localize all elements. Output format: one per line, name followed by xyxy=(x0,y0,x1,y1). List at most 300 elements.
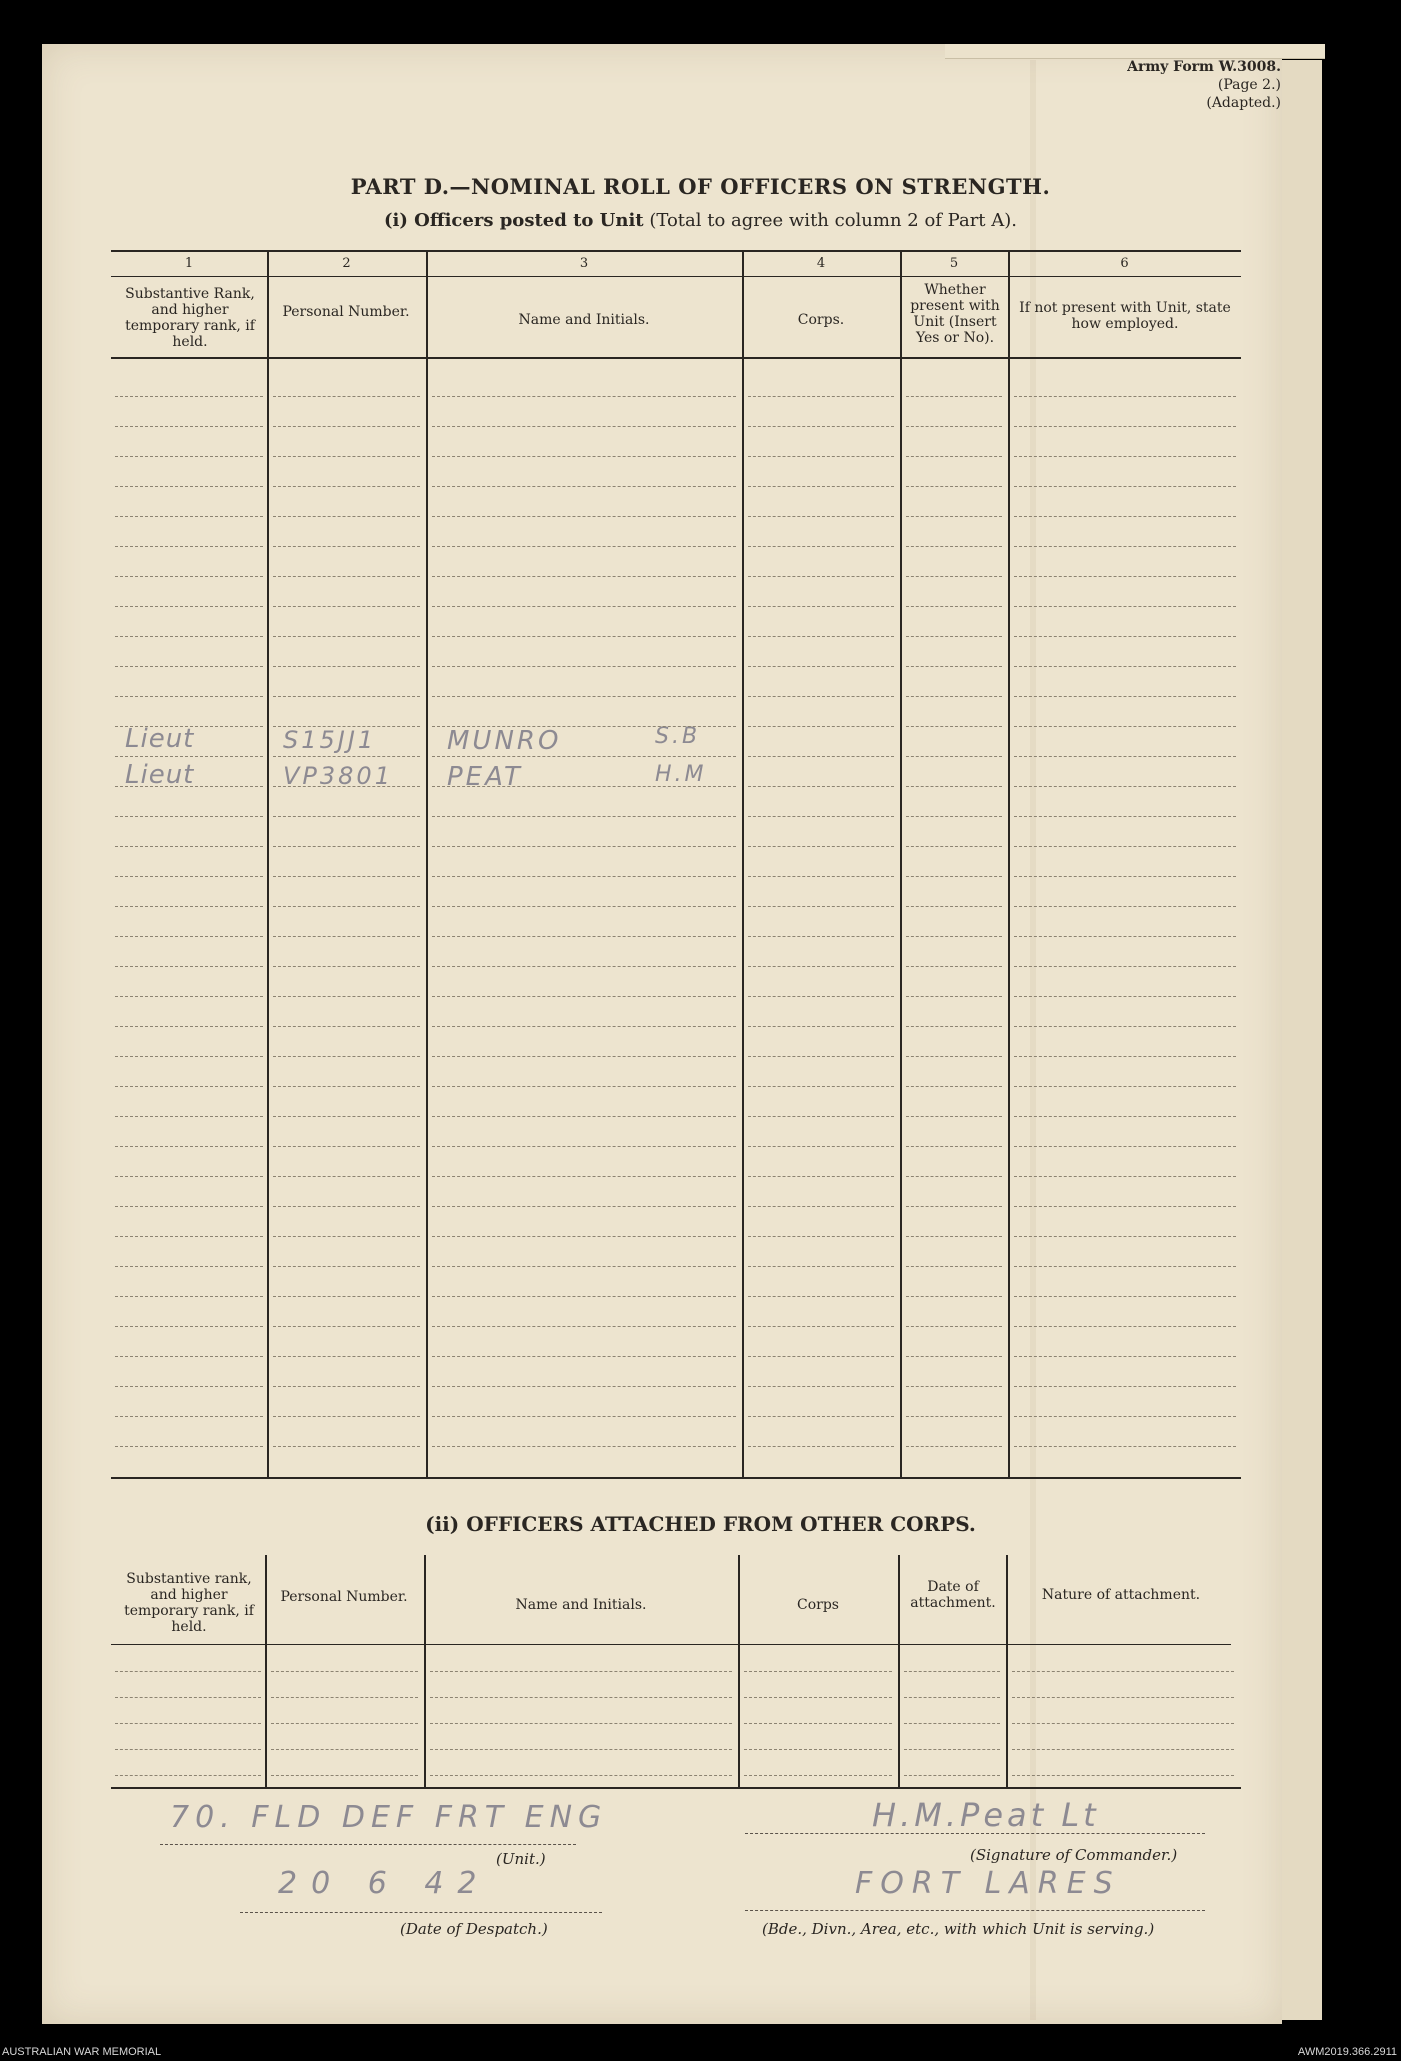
ruled-line xyxy=(906,876,1002,877)
ruled-line xyxy=(115,996,263,997)
ruled-line xyxy=(1014,1026,1236,1027)
ruled-line xyxy=(906,966,1002,967)
ruled-line xyxy=(271,1723,418,1724)
ruled-line xyxy=(115,426,263,427)
ruled-line xyxy=(432,606,736,607)
ruled-line xyxy=(748,1086,894,1087)
ruled-line xyxy=(748,1056,894,1057)
ruled-line xyxy=(744,1671,892,1672)
ruled-line xyxy=(744,1749,892,1750)
ruled-line xyxy=(271,1697,418,1698)
ruled-line xyxy=(748,576,894,577)
ruled-line xyxy=(1014,816,1236,817)
ruled-line xyxy=(748,456,894,457)
name-header: Name and Initials. xyxy=(518,312,650,328)
ruled-line xyxy=(1012,1749,1234,1750)
employment-header: If not present with Unit, state how employed. xyxy=(1019,300,1231,332)
ruled-line xyxy=(115,1775,261,1776)
column-divider xyxy=(1006,1555,1008,1789)
column-number: 6 xyxy=(1120,256,1129,271)
number-row-rule xyxy=(111,276,1241,277)
ruled-line xyxy=(748,1236,894,1237)
ruled-line xyxy=(273,1086,420,1087)
formation-line xyxy=(745,1910,1205,1911)
ruled-line xyxy=(906,666,1002,667)
commander-signature: H.M.Peat Lt xyxy=(872,1796,1100,1834)
column-number: 1 xyxy=(184,256,194,271)
ruled-line xyxy=(748,1266,894,1267)
ruled-line xyxy=(748,786,894,787)
ruled-line xyxy=(432,486,736,487)
ruled-line xyxy=(273,1176,420,1177)
ruled-line xyxy=(1014,1296,1236,1297)
ruled-line xyxy=(1014,786,1236,787)
ruled-line xyxy=(273,456,420,457)
ruled-line xyxy=(432,1236,736,1237)
ruled-line xyxy=(1014,1146,1236,1147)
ruled-line xyxy=(748,1416,894,1417)
ruled-line xyxy=(432,876,736,877)
archive-credit: AUSTRALIAN WAR MEMORIAL xyxy=(2,2046,162,2058)
ruled-line xyxy=(748,846,894,847)
ruled-line xyxy=(432,1416,736,1417)
ruled-line xyxy=(115,816,263,817)
ruled-line xyxy=(906,1146,1002,1147)
ruled-line xyxy=(1014,486,1236,487)
signature-line xyxy=(745,1833,1205,1834)
ruled-line xyxy=(1014,1206,1236,1207)
ruled-line xyxy=(430,1775,732,1776)
name-header: Name and Initials. xyxy=(515,1597,647,1613)
ruled-line xyxy=(906,576,1002,577)
ruled-line xyxy=(273,876,420,877)
ruled-line xyxy=(906,636,1002,637)
rank-column-header: Substantive Rank, and higher temporary rank, if held. xyxy=(125,286,255,350)
ruled-line xyxy=(115,1386,263,1387)
column-divider xyxy=(424,1555,426,1789)
ruled-line xyxy=(1014,576,1236,577)
form-page-number: (Page 2.) xyxy=(1217,77,1281,93)
ruled-line xyxy=(115,1697,261,1698)
column-number: 3 xyxy=(579,256,589,271)
form-reference xyxy=(1127,58,1281,112)
ruled-line xyxy=(748,1146,894,1147)
ruled-line xyxy=(1014,1176,1236,1177)
ruled-line xyxy=(273,726,420,727)
ruled-line xyxy=(906,396,1002,397)
ruled-line xyxy=(115,1326,263,1327)
ruled-line xyxy=(432,1206,736,1207)
ruled-line xyxy=(748,876,894,877)
ruled-line xyxy=(906,1086,1002,1087)
attachment-date-header: Date of attachment. xyxy=(910,1579,996,1611)
ruled-line xyxy=(432,1296,736,1297)
entry-personal-number: VP3801 xyxy=(283,762,393,790)
officers-attached-table xyxy=(111,1555,1241,1790)
ruled-line xyxy=(748,546,894,547)
ruled-line xyxy=(748,696,894,697)
ruled-line xyxy=(748,966,894,967)
ruled-line xyxy=(1012,1697,1234,1698)
header-row-rule xyxy=(111,1644,1231,1645)
table-bottom-rule xyxy=(111,1787,1241,1789)
ruled-line xyxy=(1014,516,1236,517)
entry-name: PEAT xyxy=(447,762,523,792)
ruled-line xyxy=(906,1296,1002,1297)
ruled-line xyxy=(1014,726,1236,727)
ruled-line xyxy=(273,1356,420,1357)
ruled-line xyxy=(1014,1326,1236,1327)
ruled-line xyxy=(906,846,1002,847)
ruled-line xyxy=(430,1697,732,1698)
entry-initials: S.B xyxy=(655,724,701,749)
column-divider xyxy=(426,250,428,1479)
ruled-line xyxy=(906,906,1002,907)
ruled-line xyxy=(748,756,894,757)
ruled-line xyxy=(115,1026,263,1027)
ruled-line xyxy=(430,1723,732,1724)
column-number: 4 xyxy=(816,256,826,271)
ruled-line xyxy=(748,996,894,997)
ruled-line xyxy=(432,1176,736,1177)
table-bottom-rule xyxy=(111,1477,1241,1479)
ruled-line xyxy=(115,876,263,877)
ruled-line xyxy=(432,996,736,997)
column-divider xyxy=(898,1555,900,1789)
ruled-line xyxy=(273,606,420,607)
ruled-line xyxy=(748,1386,894,1387)
column-divider xyxy=(742,250,744,1479)
ruled-line xyxy=(1014,1356,1236,1357)
entry-rank: Lieut xyxy=(125,724,195,754)
ruled-line xyxy=(432,516,736,517)
ruled-line xyxy=(906,936,1002,937)
ruled-line xyxy=(904,1775,1000,1776)
ruled-line xyxy=(432,846,736,847)
ruled-line xyxy=(432,786,736,787)
ruled-line xyxy=(906,816,1002,817)
sub-title-rest: (Total to agree with column 2 of Part A). xyxy=(643,210,1017,231)
ruled-line xyxy=(430,1749,732,1750)
ruled-line xyxy=(432,1326,736,1327)
entry-rank: Lieut xyxy=(125,760,195,790)
ruled-line xyxy=(906,696,1002,697)
officers-posted-table xyxy=(111,250,1241,1480)
unit-line xyxy=(160,1844,576,1845)
attachment-nature-header: Nature of attachment. xyxy=(1041,1587,1201,1603)
ruled-line xyxy=(1014,636,1236,637)
form-adapted-note: (Adapted.) xyxy=(1206,95,1281,111)
ruled-line xyxy=(273,576,420,577)
ruled-line xyxy=(1014,936,1236,937)
ruled-line xyxy=(115,726,263,727)
ruled-line xyxy=(906,606,1002,607)
ruled-line xyxy=(273,486,420,487)
ruled-line xyxy=(273,516,420,517)
ruled-line xyxy=(748,936,894,937)
ruled-line xyxy=(748,1326,894,1327)
ruled-line xyxy=(273,1056,420,1057)
ruled-line xyxy=(115,546,263,547)
ruled-line xyxy=(432,636,736,637)
ruled-line xyxy=(748,1296,894,1297)
ruled-line xyxy=(904,1749,1000,1750)
ruled-line xyxy=(906,486,1002,487)
ruled-line xyxy=(273,1386,420,1387)
ruled-line xyxy=(432,1116,736,1117)
ruled-line xyxy=(1014,426,1236,427)
ruled-line xyxy=(1014,396,1236,397)
ruled-line xyxy=(115,696,263,697)
ruled-line xyxy=(115,786,263,787)
ruled-line xyxy=(115,966,263,967)
ruled-line xyxy=(432,1386,736,1387)
ruled-line xyxy=(273,1236,420,1237)
ruled-line xyxy=(115,576,263,577)
formation-value: FORT LARES xyxy=(855,1866,1121,1901)
ruled-line xyxy=(432,936,736,937)
ruled-line xyxy=(432,396,736,397)
ruled-line xyxy=(115,1266,263,1267)
ruled-line xyxy=(906,1176,1002,1177)
ruled-line xyxy=(1014,1446,1236,1447)
ruled-line xyxy=(273,1206,420,1207)
corps-header: Corps xyxy=(797,1597,839,1613)
entry-personal-number: S15JJ1 xyxy=(283,726,377,754)
ruled-line xyxy=(273,546,420,547)
unit-value: 70. FLD DEF FRT ENG xyxy=(170,1800,608,1835)
column-divider xyxy=(1008,250,1010,1479)
ruled-line xyxy=(744,1723,892,1724)
ruled-line xyxy=(748,1446,894,1447)
part-title: PART D.—NOMINAL ROLL OF OFFICERS ON STRENGTH. xyxy=(350,174,1051,199)
ruled-line xyxy=(273,396,420,397)
ruled-line xyxy=(1014,1386,1236,1387)
sub-title xyxy=(0,210,1401,231)
ruled-line xyxy=(432,576,736,577)
ruled-line xyxy=(432,456,736,457)
ruled-line xyxy=(432,1356,736,1357)
ruled-line xyxy=(273,756,420,757)
ruled-line xyxy=(115,1086,263,1087)
ruled-line xyxy=(432,1056,736,1057)
ruled-line xyxy=(432,726,736,727)
ruled-line xyxy=(273,636,420,637)
ruled-line xyxy=(748,1206,894,1207)
column-number: 2 xyxy=(342,256,351,271)
present-header: Whether present with Unit (Insert Yes or No). xyxy=(910,282,1000,346)
ruled-line xyxy=(748,516,894,517)
ruled-line xyxy=(432,966,736,967)
ruled-line xyxy=(906,996,1002,997)
ruled-line xyxy=(1014,606,1236,607)
ruled-line xyxy=(115,1749,261,1750)
ruled-line xyxy=(115,1446,263,1447)
ruled-line xyxy=(906,1266,1002,1267)
ruled-line xyxy=(115,516,263,517)
ruled-line xyxy=(906,1446,1002,1447)
ruled-line xyxy=(432,1146,736,1147)
ruled-line xyxy=(748,426,894,427)
ruled-line xyxy=(271,1749,418,1750)
ruled-line xyxy=(748,636,894,637)
ruled-line xyxy=(273,996,420,997)
ruled-line xyxy=(906,1326,1002,1327)
personal-number-header: Personal Number. xyxy=(280,1589,408,1605)
archive-id: AWM2019.366.2911 xyxy=(1297,2046,1397,2058)
ruled-line xyxy=(1014,1416,1236,1417)
ruled-line xyxy=(432,906,736,907)
ruled-line xyxy=(115,396,263,397)
sub-title-bold: (i) Officers posted to Unit xyxy=(384,210,644,231)
ruled-line xyxy=(115,1296,263,1297)
ruled-line xyxy=(115,606,263,607)
ruled-line xyxy=(748,726,894,727)
column-divider xyxy=(265,1555,267,1789)
corps-header: Corps. xyxy=(797,312,845,328)
ruled-line xyxy=(906,1356,1002,1357)
ruled-line xyxy=(744,1775,892,1776)
ruled-line xyxy=(273,966,420,967)
ruled-line xyxy=(432,696,736,697)
column-divider xyxy=(267,250,269,1479)
ruled-line xyxy=(906,786,1002,787)
ruled-line xyxy=(273,1416,420,1417)
ruled-line xyxy=(273,816,420,817)
ruled-line xyxy=(748,666,894,667)
despatch-date-value: 20 6 42 xyxy=(278,1866,491,1901)
ruled-line xyxy=(273,1116,420,1117)
ruled-line xyxy=(273,1326,420,1327)
ruled-line xyxy=(273,1146,420,1147)
ruled-line xyxy=(906,1416,1002,1417)
ruled-line xyxy=(273,696,420,697)
column-divider xyxy=(900,250,902,1479)
date-line xyxy=(240,1912,602,1913)
ruled-line xyxy=(906,1116,1002,1117)
ruled-line xyxy=(1014,696,1236,697)
ruled-line xyxy=(1012,1723,1234,1724)
column-divider xyxy=(738,1555,740,1789)
ruled-line xyxy=(271,1775,418,1776)
ruled-line xyxy=(432,666,736,667)
ruled-line xyxy=(1012,1671,1234,1672)
ruled-line xyxy=(748,486,894,487)
ruled-line xyxy=(906,756,1002,757)
ruled-line xyxy=(1014,456,1236,457)
ruled-line xyxy=(273,1446,420,1447)
ruled-line xyxy=(1014,996,1236,997)
ruled-line xyxy=(1014,1086,1236,1087)
signature-caption: (Signature of Commander.) xyxy=(970,1846,1178,1864)
ruled-line xyxy=(1014,546,1236,547)
ruled-line xyxy=(906,456,1002,457)
ruled-line xyxy=(748,1176,894,1177)
entry-name: MUNRO xyxy=(447,726,562,756)
ruled-line xyxy=(273,786,420,787)
ruled-line xyxy=(115,1206,263,1207)
ruled-line xyxy=(1014,1266,1236,1267)
ruled-line xyxy=(115,1236,263,1237)
ruled-line xyxy=(906,1056,1002,1057)
ruled-line xyxy=(273,1296,420,1297)
page-edge xyxy=(1282,60,1322,2020)
ruled-line xyxy=(1014,1116,1236,1117)
ruled-line xyxy=(748,606,894,607)
ruled-line xyxy=(906,1236,1002,1237)
ruled-line xyxy=(906,546,1002,547)
ruled-line xyxy=(1014,966,1236,967)
ruled-line xyxy=(432,546,736,547)
ruled-line xyxy=(744,1697,892,1698)
ruled-line xyxy=(430,1671,732,1672)
page-tab xyxy=(945,44,1325,59)
ruled-line xyxy=(115,1356,263,1357)
ruled-line xyxy=(906,1026,1002,1027)
ruled-line xyxy=(1014,876,1236,877)
ruled-line xyxy=(115,1056,263,1057)
ruled-line xyxy=(432,756,736,757)
header-row-rule xyxy=(111,357,1241,359)
ruled-line xyxy=(748,1116,894,1117)
ruled-line xyxy=(904,1697,1000,1698)
ruled-line xyxy=(115,906,263,907)
ruled-line xyxy=(115,936,263,937)
ruled-line xyxy=(273,906,420,907)
ruled-line xyxy=(1014,1236,1236,1237)
table-top-rule xyxy=(111,250,1241,252)
formation-caption: (Bde., Divn., Area, etc., with which Unit is serving.) xyxy=(762,1920,1155,1938)
ruled-line xyxy=(115,666,263,667)
date-caption: (Date of Despatch.) xyxy=(400,1920,548,1938)
ruled-line xyxy=(115,636,263,637)
ruled-line xyxy=(1014,756,1236,757)
ruled-line xyxy=(748,1026,894,1027)
ruled-line xyxy=(115,1671,261,1672)
ruled-line xyxy=(432,426,736,427)
entry-initials: H.M xyxy=(655,762,707,787)
ruled-line xyxy=(906,516,1002,517)
ruled-line xyxy=(432,1086,736,1087)
ruled-line xyxy=(904,1723,1000,1724)
personal-number-header: Personal Number. xyxy=(282,304,410,320)
ruled-line xyxy=(273,1026,420,1027)
ruled-line xyxy=(115,846,263,847)
ruled-line xyxy=(273,1266,420,1267)
ruled-line xyxy=(748,1356,894,1357)
form-number: Army Form W.3008. xyxy=(1127,59,1281,75)
ruled-line xyxy=(115,1723,261,1724)
ruled-line xyxy=(432,1446,736,1447)
ruled-line xyxy=(273,426,420,427)
ruled-line xyxy=(115,456,263,457)
ruled-line xyxy=(1014,666,1236,667)
ruled-line xyxy=(271,1671,418,1672)
ruled-line xyxy=(904,1671,1000,1672)
ruled-line xyxy=(115,1416,263,1417)
ruled-line xyxy=(1012,1775,1234,1776)
ruled-line xyxy=(748,816,894,817)
ruled-line xyxy=(906,1386,1002,1387)
ruled-line xyxy=(1014,846,1236,847)
ruled-line xyxy=(115,1116,263,1117)
section-two-title: (ii) OFFICERS ATTACHED FROM OTHER CORPS. xyxy=(425,1512,976,1536)
ruled-line xyxy=(748,906,894,907)
ruled-line xyxy=(432,1026,736,1027)
ruled-line xyxy=(115,1176,263,1177)
ruled-line xyxy=(906,726,1002,727)
ruled-line xyxy=(115,756,263,757)
